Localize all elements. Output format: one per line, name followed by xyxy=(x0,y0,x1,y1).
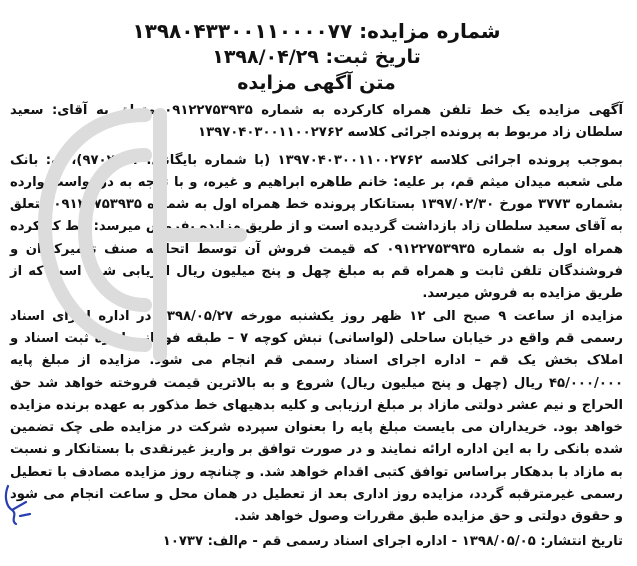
intro-paragraph: آگهی مزایده یک خط تلفن همراه کارکرده به شماره ۰۹۱۲۲۷۵۳۹۳۵ متعلق به آقای: سعید سلطان زاد مربوط به پرونده اجرائی کلاسه ۱۳۹۷۰۴۰۳۰۰۱۱۰۰۲۷۶۲ xyxy=(10,103,623,141)
registration-date: تاریخ ثبت: ۱۳۹۸/۰۴/۲۹ xyxy=(212,46,421,68)
notice-title: متن آگهی مزایده xyxy=(237,72,396,94)
publication-footer: تاریخ انتشار: ۱۳۹۸/۰۵/۰۵ - اداره اجرای اسناد رسمی قم - م‌الف: ۱۰۷۳۷ xyxy=(162,533,623,549)
case-details-paragraph: بموجب پرونده اجرائی کلاسه ۱۳۹۷۰۴۰۳۰۰۱۱۰۰۲۷۶۲ (با شماره بایگانی: ۹۷۰۲۹۰۱)، له: بانک ملی شعبه میدان میثم قم، بر علیه: خانم طاهره ابراهیم و غیره، و با توجه به درخواست وارده بشماره ۳۷۷۳ مورخ ۱۳۹۷/۰۲/۳۰ بستانکار پرونده خط همراه اول به شماره ۰۹۱۲۲۷۵۳۹۳۵ متعلق به آقای سعید سلطان زاد بازداشت گردیده است و از طریق مزایده بفروش میرسد: خط کارکرده همراه اول به شماره ۰۹۱۲۲۷۵۳۹۳۵ که قیمت فروش آن توسط اتحادیه صنف تعمیرکاران و فروشندگان تلفن ثابت و همراه قم به مبلغ چهل و پنج میلیون ریال ارزیابی شده است که از طریق مزایده به فروش میرسد. xyxy=(10,152,623,302)
auction-terms-paragraph: مزایده از ساعت ۹ صبح الی ۱۲ ظهر روز یکشنبه مورخه ۱۳۹۸/۰۵/۲۷ در اداره اجرای اسناد رسمی قم واقع در خیابان ساحلی (لواسانی) نبش کوچه ۷ – طبقه فوقانی اداره ثبت اسناد و املاک بخش یک قم – اداره اجرای اسناد رسمی قم انجام می شود. مزایده از مبلغ پایه ۴۵/۰۰۰/۰۰۰ ریال (چهل و پنج میلیون ریال) شروع و به بالاترین قیمت فروخته خواهد شد حق الحراج و نیم عشر دولتی مازاد بر مبلغ ارزیابی و کلیه بدهیهای خط مذکور به عهده برنده مزایده خواهد بود. خریداران می بایست مبلغ پایه را بعنوان سپرده شرکت در مزایده طی چک تضمین شده بانکی را به این اداره ارائه نمایند و در صورت توافق بر واریز غیرنقدی با بستانکار و نسبت به مازاد با بدهکار براساس توافق کتبی اقدام خواهد شد. و چنانچه روز مزایده مصادف با تعطیل رسمی غیرمترقبه گردد، مزایده روز اداری بعد از تعطیل در همان محل و ساعت انجام می شود و حقوق دولتی و حق مزایده طبق مقررات وصول خواهد شد. xyxy=(10,308,623,525)
auction-number: شماره مزایده: ۱۳۹۸۰۴۳۳۰۰۱۱۰۰۰۰۷۷ xyxy=(132,19,501,43)
